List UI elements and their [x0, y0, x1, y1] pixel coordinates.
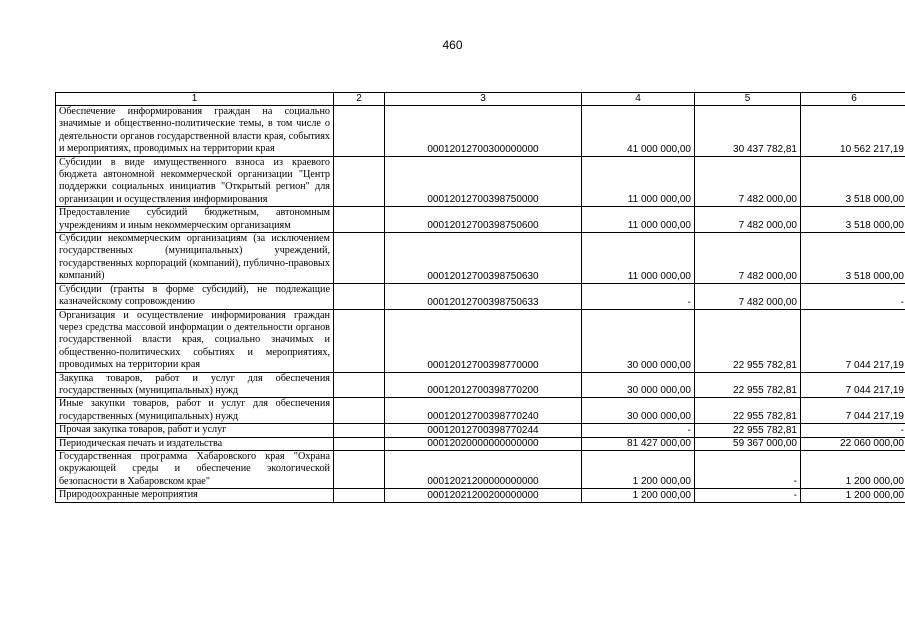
row-col6: -	[801, 283, 905, 309]
row-col6: -	[801, 424, 905, 437]
budget-table	[55, 92, 905, 503]
row-col4: 1 200 000,00	[582, 450, 695, 488]
row-col4: 1 200 000,00	[582, 489, 695, 502]
row-col2	[334, 233, 385, 284]
row-col5: 7 482 000,00	[695, 283, 801, 309]
row-col4: 30 000 000,00	[582, 372, 695, 398]
row-name: Государственная программа Хабаровского края "Охрана окружающей среды и обеспечение экологической безопасности в Хабаровском крае"	[56, 450, 334, 488]
column-header-1: 1	[56, 93, 334, 106]
table-row	[56, 372, 905, 398]
row-name: Субсидии в виде имущественного взноса из краевого бюджета автономной некоммерческой организации "Центр поддержки социальных инициатив "Открытый регион" для организации и осуществления информирования	[56, 156, 334, 207]
row-col4: 30 000 000,00	[582, 398, 695, 424]
table-row	[56, 233, 905, 284]
table-row	[56, 283, 905, 309]
row-col4: 11 000 000,00	[582, 207, 695, 233]
row-col6: 1 200 000,00	[801, 489, 905, 502]
row-col2	[334, 450, 385, 488]
row-col6: 7 044 217,19	[801, 309, 905, 372]
row-col4: 30 000 000,00	[582, 309, 695, 372]
row-col6: 3 518 000,00	[801, 207, 905, 233]
row-name: Предоставление субсидий бюджетным, автономным учреждениям и иным некоммерческим организациям	[56, 207, 334, 233]
row-code: 00012012700398750633	[385, 283, 582, 309]
table-row	[56, 207, 905, 233]
row-name: Обеспечение информирования граждан на социально значимые и общественно-политические темы, в том числе о деятельности органов государственной власти края, событиях и мероприятиях, проводимых на территории края	[56, 106, 334, 157]
row-col5: 22 955 782,81	[695, 372, 801, 398]
row-code: 00012012700300000000	[385, 106, 582, 157]
row-col2	[334, 106, 385, 157]
row-col6: 3 518 000,00	[801, 233, 905, 284]
row-col2	[334, 283, 385, 309]
column-header-3: 3	[385, 93, 582, 106]
page-number: 460	[442, 38, 463, 52]
row-col2	[334, 309, 385, 372]
row-col6: 10 562 217,19	[801, 106, 905, 157]
table-row	[56, 398, 905, 424]
row-col2	[334, 424, 385, 437]
row-code: 00012012700398770244	[385, 424, 582, 437]
row-col5: -	[695, 489, 801, 502]
table-row	[56, 309, 905, 372]
row-col5: 22 955 782,81	[695, 398, 801, 424]
row-code: 00012012700398750000	[385, 156, 582, 207]
row-col6: 7 044 217,19	[801, 398, 905, 424]
row-col4: -	[582, 283, 695, 309]
row-col5: 7 482 000,00	[695, 156, 801, 207]
table-row	[56, 106, 905, 157]
row-code: 00012021200000000000	[385, 450, 582, 488]
table-row	[56, 437, 905, 450]
column-header-4: 4	[582, 93, 695, 106]
column-header-5: 5	[695, 93, 801, 106]
row-col2	[334, 489, 385, 502]
row-code: 00012021200200000000	[385, 489, 582, 502]
row-code: 00012012700398770000	[385, 309, 582, 372]
row-name: Субсидии (гранты в форме субсидий), не подлежащие казначейскому сопровождению	[56, 283, 334, 309]
row-name: Иные закупки товаров, работ и услуг для обеспечения государственных (муниципальных) нужд	[56, 398, 334, 424]
table-row	[56, 156, 905, 207]
row-col4: 11 000 000,00	[582, 156, 695, 207]
row-name: Закупка товаров, работ и услуг для обеспечения государственных (муниципальных) нужд	[56, 372, 334, 398]
row-col5: 22 955 782,81	[695, 309, 801, 372]
column-header-2: 2	[334, 93, 385, 106]
row-name: Организация и осуществление информирования граждан через средства массовой информации о деятельности органов государственной власти края, социально значимых и общественно-политических событиях и мероприятиях, проводимых на территории края	[56, 309, 334, 372]
row-name: Природоохранные мероприятия	[56, 489, 334, 502]
row-code: 00012012700398750630	[385, 233, 582, 284]
row-col6: 3 518 000,00	[801, 156, 905, 207]
row-col2	[334, 207, 385, 233]
row-code: 00012012700398770200	[385, 372, 582, 398]
row-code: 00012020000000000000	[385, 437, 582, 450]
table-header-row	[56, 93, 905, 106]
row-name: Периодическая печать и издательства	[56, 437, 334, 450]
row-col5: 30 437 782,81	[695, 106, 801, 157]
table-row	[56, 450, 905, 488]
row-col4: 81 427 000,00	[582, 437, 695, 450]
table-row	[56, 489, 905, 502]
row-col2	[334, 156, 385, 207]
column-header-6: 6	[801, 93, 905, 106]
row-col6: 7 044 217,19	[801, 372, 905, 398]
row-col4: 11 000 000,00	[582, 233, 695, 284]
row-col2	[334, 437, 385, 450]
row-col4: -	[582, 424, 695, 437]
row-code: 00012012700398750600	[385, 207, 582, 233]
row-col6: 22 060 000,00	[801, 437, 905, 450]
row-col2	[334, 398, 385, 424]
row-col5: 7 482 000,00	[695, 207, 801, 233]
row-col5: 7 482 000,00	[695, 233, 801, 284]
table-row	[56, 424, 905, 437]
row-col2	[334, 372, 385, 398]
row-col5: 22 955 782,81	[695, 424, 801, 437]
row-code: 00012012700398770240	[385, 398, 582, 424]
row-col5: -	[695, 450, 801, 488]
row-name: Прочая закупка товаров, работ и услуг	[56, 424, 334, 437]
row-col5: 59 367 000,00	[695, 437, 801, 450]
row-col6: 1 200 000,00	[801, 450, 905, 488]
row-name: Субсидии некоммерческим организациям (за исключением государственных (муниципальных) учреждений, государственных корпораций (компаний), публично-правовых компаний)	[56, 233, 334, 284]
row-col4: 41 000 000,00	[582, 106, 695, 157]
